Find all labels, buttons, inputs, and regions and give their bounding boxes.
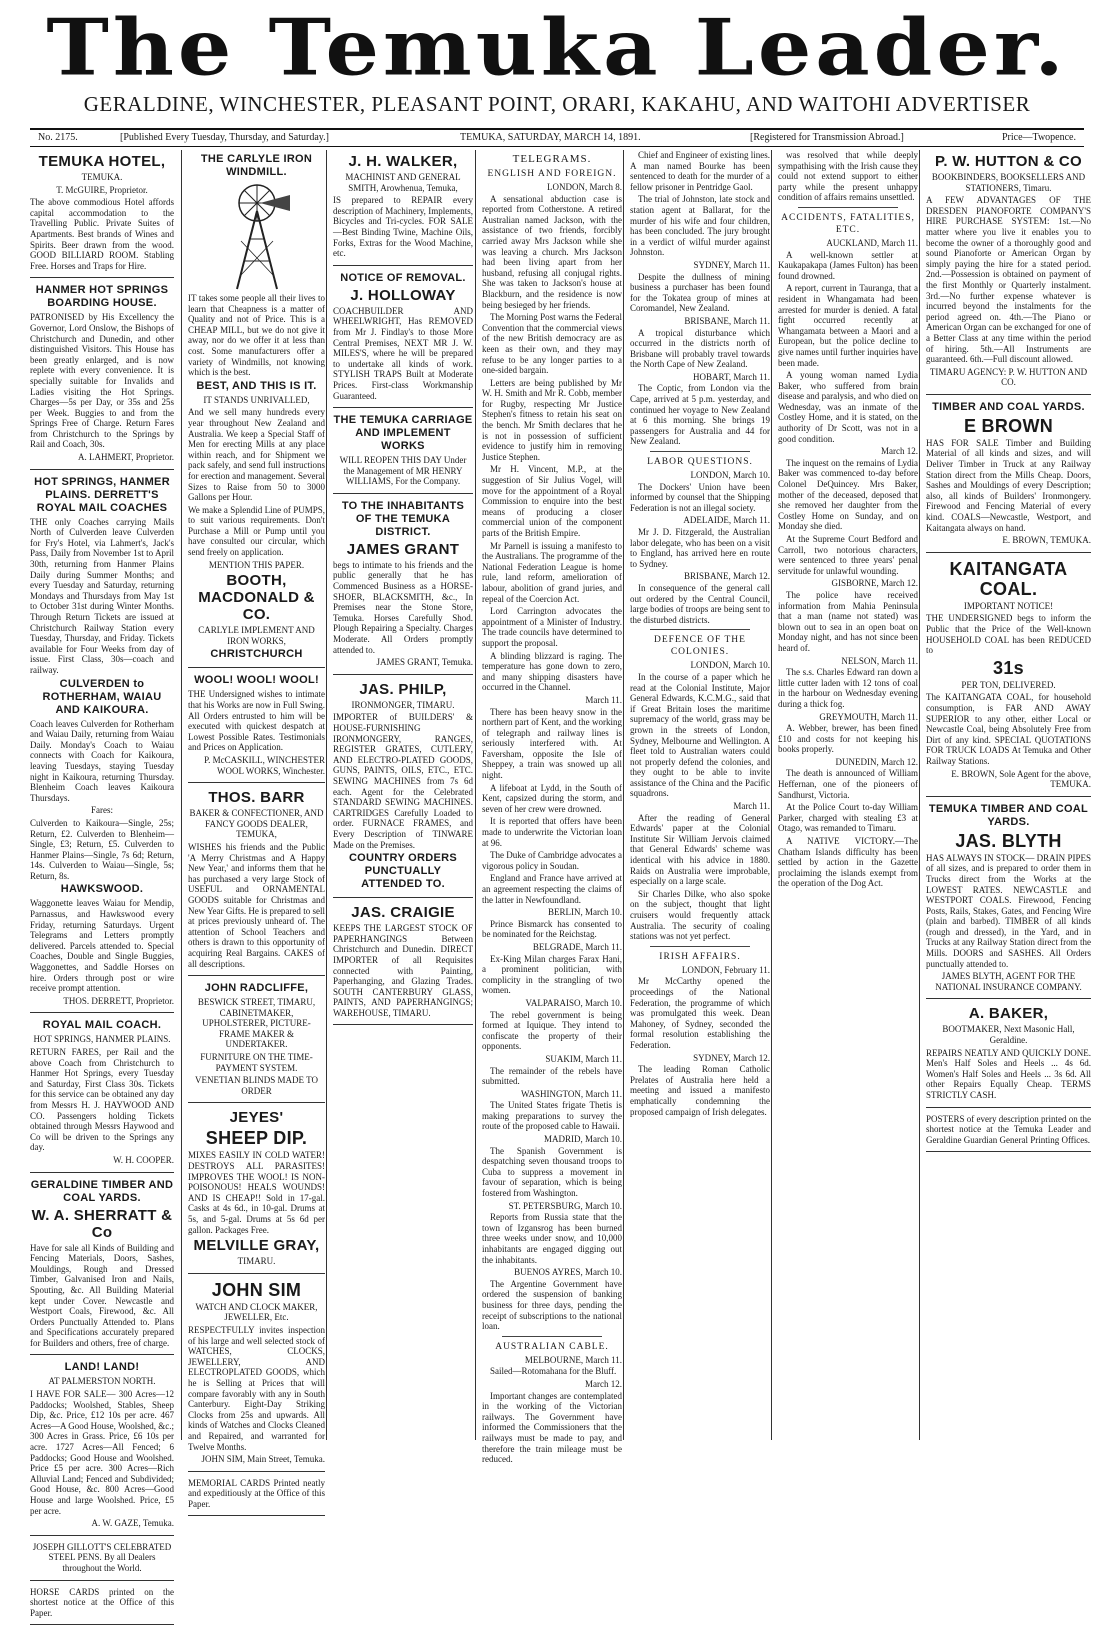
dateline: SYDNEY, March 11. xyxy=(693,259,770,270)
ad-title: A. BAKER, xyxy=(968,1005,1049,1023)
ad-body: BESWICK STREET, TIMARU, CABINETMAKER, UPHOLSTERER, PICTURE-FRAME MAKER & UNDERTAKER. xyxy=(197,997,316,1050)
ad-headline: JAMES GRANT xyxy=(346,540,460,558)
kaitangata-coal-ad xyxy=(926,556,1091,797)
news-paragraph: After the reading of General Edwards' paper at the Colonial Institute Sir William Jervois claimed that General Edwards' scheme was identical with his advice in 1880. Raids on Australia were improbable, especially on a large scale. xyxy=(630,812,770,887)
news-paragraph: The Duke of Cambridge advocates a vigorous policy in Soudan. xyxy=(482,850,622,871)
ad-body: JOSEPH GILLOTT'S CELEBRATED STEEL PENS. By all Dealers throughout the World. xyxy=(32,1541,172,1573)
section-subheading: DEFENCE OF THE COLONIES. xyxy=(654,635,746,658)
dateline: BRISBANE, March 12. xyxy=(684,571,770,582)
news-paragraph: It is reported that offers have been made to underwrite the Victorian loan at 96. xyxy=(482,816,622,848)
dateline: DUNEDIN, March 12. xyxy=(835,756,918,767)
ad-subtitle: CARLYLE IMPLEMENT AND IRON WORKS, xyxy=(198,625,315,646)
news-paragraph: A blinding blizzard is raging. The temperature has gone down to zero, and many shipping disasters have occurred in the Channel. xyxy=(482,650,622,693)
ad-body: We make a Splendid Line of PUMPS, to suit various requirements. Don't Purchase a Mill or Pump until you have consulted our circular, which send freely on application. xyxy=(188,504,325,558)
a-baker-ad xyxy=(926,1002,1091,1107)
divider xyxy=(650,946,750,947)
ad-headline: JAS. BLYTH xyxy=(955,830,1062,851)
dateline: WASHINGTON, March 11. xyxy=(521,1088,622,1099)
ad-footer: COUNTRY ORDERS PUNCTUALLY ATTENDED TO. xyxy=(348,852,458,891)
publication-schedule: [Published Every Tuesday, Thursday, and Saturday.] xyxy=(120,132,329,143)
ad-body: HORSE CARDS printed on the shortest notice at the Office of this Paper. xyxy=(30,1586,174,1618)
wool-works-ad xyxy=(188,671,325,783)
news-paragraph: The Coptic, from London via the Cape, arrived at 5 p.m. yesterday, and continued her voyage to New Zealand at 6 this morning. She brings 19 passengers for Australia and 44 for New Zealand. xyxy=(630,383,770,447)
ad-body: A FEW ADVANTAGES OF THE DRESDEN PIANOFORTE COMPANY'S HIRE PURCHASE SYSTEM: 1st.—No matter where you live it enables you to become the owner of a thoroughly good and sound Pianoforte or American Organ by simply paying the hire for a stated period. 2nd.—Possession is obtained on payment of the first Monthly or Quarterly instalment. 3rd.—No further expense whatever is incurred beyond the instalments for the period agreed on. 4th.—The Piano or American Organ can be exchanged for one of a Better Class at any time within the period of hiring. 5th.—All Instruments are guaranteed. 6th.—Full discount allowed. xyxy=(926,195,1091,365)
ad-subtitle: Fares: xyxy=(91,805,113,816)
royal-mail-coach-ad xyxy=(30,1016,174,1172)
section-subheading: AUSTRALIAN CABLE. xyxy=(495,1341,609,1352)
ad-title: TO THE INHABITANTS OF THE TEMUKA DISTRICT. xyxy=(341,499,465,538)
ad-note: MENTION THIS PAPER. xyxy=(208,559,305,570)
news-paragraph: The leading Roman Catholic Prelates of Australia here held a meeting and issued a manifesto emphatically condemning the proposed campaign of Irish delegates. xyxy=(630,1064,770,1117)
ad-body: THE Undersigned wishes to intimate that his Works are now in Full Swing. All Orders entrusted to him will be executed with quickest despatch at Lowest Possible Rates. Testimonials and Prices on Application. xyxy=(188,689,325,753)
dateline: SYDNEY, March 12. xyxy=(693,1052,770,1063)
dateline: March 12. xyxy=(881,446,918,457)
ad-title: JOHN RADCLIFFE, xyxy=(204,982,309,995)
sherratt-timber-ad xyxy=(30,1176,174,1356)
dateline: LONDON, March 10. xyxy=(690,660,770,671)
news-paragraph: The United States frigate Thetis is making preparations to survey the route of the proposed cable to Hawaii. xyxy=(482,1100,622,1132)
ad-body: KEEPS THE LARGEST STOCK OF PAPERHANGINGS Between Christchurch and Dunedin. DIRECT IMPORTER of all Requisites connected with Painting, Paperhanging, and Glazing Trades. SOUTH CANTERBURY GLASS, PAINTS, AND PAPERHANGINGS; WAREHOUSE, TIMARU. xyxy=(333,923,473,1018)
news-paragraph: Sailed—Rotomahana for the Bluff. xyxy=(490,1366,617,1377)
ad-headline: J. HOLLOWAY xyxy=(350,286,456,304)
news-paragraph: At the Supreme Court Bedford and Carroll, two notorious characters, were sentenced to three years' penal servitude for unlawful wounding. xyxy=(778,534,918,576)
issue-date: TEMUKA, SATURDAY, MARCH 14, 1891. xyxy=(460,132,641,143)
news-paragraph: The Argentine Government have ordered the suspension of banking business for three days, pending the receipt of subscriptions to the national loan. xyxy=(482,1278,622,1332)
ad-body: Coach leaves Culverden for Rotherham and Waiau Daily, returning from Waiau Daily. Monday's Coach to Waiau connects with Coach for Kaikoura, leaving Tuesdays, staying Tuesday night in Kaikoura, returning Thursday. Blenheim Coach leaves Kaikoura Thursdays. xyxy=(30,718,174,803)
news-paragraph: A lifeboat at Lydd, in the South of Kent, capsized during the storm, and seven of her crew were drowned. xyxy=(482,782,622,814)
news-paragraph: The s.s. Charles Edward ran down a little cutter laden with 12 tons of coal in the harbour on Wednesday evening during a thick fog. xyxy=(778,667,918,709)
news-paragraph: A report, current in Tauranga, that a resident in Whangamata had been arrested for murder is denied. A fatal fight occurred recently at Whangamata between a Maori and a European, but the police decline to give names until further inquiries have been made. xyxy=(778,283,918,368)
ad-subtitle: HOT SPRINGS, HANMER PLAINS. xyxy=(33,1034,171,1045)
news-paragraph: In consequence of the general call out ordered by the Central Council, large bodies of troops are being sent to the disturbed districts. xyxy=(630,582,770,625)
ad-body: RETURN FARES, per Rail and the above Coach from Christchurch to Hanmer Hot Springs, every Tuesday and Saturday, First Class 30s. Tickets for this service can be obtained any day from Messrs H. J. HAYWOOD AND CO. Passengers holding Tickets obtained through Messrs Haywood and Co will be driven to the Springs any day. xyxy=(30,1047,174,1153)
ad-body: WISHES his friends and the Public 'A Merry Christmas and A Happy New Year,' and informs them that he has purchased a very large Stock of USEFUL and ORNAMENTAL GOODS suitable for Christmas and New Year Gifts. He is prepared to sell at prices previously unheard of. The attention of School Teachers and others is drawn to this opportunity of acquiring Real Bargains. CAKES of all descriptions. xyxy=(188,841,325,969)
ad-signature: E. BROWN, TEMUKA. xyxy=(1002,535,1091,546)
dateline: March 12. xyxy=(585,1378,622,1389)
ad-title: JEYES' xyxy=(229,1109,284,1127)
ad-title: LAND! LAND! xyxy=(64,1361,140,1374)
ad-place: TIMARU. xyxy=(237,1256,276,1267)
news-paragraph: Letters are being published by Mr W. H. Smith and Mr R. Cobb, member for Rugby, respecting Mr Justice Stephen's fitness to retain his seat on the bench. Mr Smith declares that he is not in possession of sufficient evidence to justify him in removing Justice Stephen. xyxy=(482,377,622,462)
dateline: LONDON, March 10. xyxy=(690,470,770,481)
ad-title: JAS. PHILP, xyxy=(359,680,447,698)
ad-title: JOHN SIM xyxy=(211,1279,302,1300)
ad-subtitle: BAKER & CONFECTIONER, AND FANCY GOODS DEALER, TEMUKA, xyxy=(189,808,324,840)
ad-subtitle: CULVERDEN to ROTHERHAM, WAIAU AND KAIKOURA. xyxy=(42,677,162,716)
ad-body: RESPECTFULLY invites inspection of his large and well selected stock of WATCHES, CLOCKS, JEWELLERY, AND ELECTROPLATED GOODS, which he is Selling at Prices that will compare favorably with any in South Canterbury. Eight-Day Striking Clocks from 25s and upwards. All kinds of Watches and Clocks Cleaned and Repaired, and warranted for Twelve Months. xyxy=(188,1324,325,1452)
ad-price: 31s xyxy=(993,657,1024,678)
john-sim-ad xyxy=(188,1277,325,1472)
ad-subtitle: SHEEP DIP. xyxy=(205,1128,308,1149)
ad-body: COACHBUILDER AND WHEELWRIGHT, Has REMOVED from Mr J. Findlay's to those More Central Premises, NEXT MR J. W. MILES'S, where he will be prepared to undertake all kinds of work. STYLISH TRAPS Built at Moderate Prices. First-class Workmanship Guaranteed. xyxy=(333,305,473,401)
column-1 xyxy=(30,150,180,1618)
column-6-news xyxy=(771,150,924,1440)
dateline: GREYMOUTH, March 11. xyxy=(819,711,918,722)
ad-title: KAITANGATA COAL. xyxy=(949,558,1068,599)
news-paragraph: Ex-King Milan charges Farax Hani, a prominent politician, with complicity in the strangling of two women. xyxy=(482,953,622,996)
ad-body: Waggonette leaves Waiau for Mendip, Parnassus, and Hawkswood every Friday, returning Saturdays. Urgent Telegrams and Letters promptly delivered. Parcels attended to. Special Coaches, Double and Single Buggies, Waggonettes, and Saddle Horses on hire. Orders through post or wire receive prompt attention. xyxy=(30,898,174,994)
news-paragraph: Prince Bismarck has consented to be nominated for the Reichstag. xyxy=(482,918,622,940)
news-paragraph: The Dockers' Union have been informed by counsel that the Shipping Federation is not an illegal society. xyxy=(630,481,770,513)
column-4-telegrams xyxy=(475,150,628,1465)
ad-subtitle: IRONMONGER, TIMARU. xyxy=(351,699,455,710)
news-paragraph: was resolved that while deeply sympathising with the Irish cause they could not extend support to either party while the present unhappy condition of affairs remains unsettled. xyxy=(778,150,918,203)
news-paragraph: Reports from Russia state that the town of Izgansrog has been burned three weeks under snow, and 10,000 inhabitants are engaged digging out the inhabitants. xyxy=(482,1212,622,1265)
masthead-title: The Temuka Leader. xyxy=(46,2,1068,94)
section-subheading: ENGLISH AND FOREIGN. xyxy=(487,169,617,179)
ad-signature: JOHN SIM, Main Street, Temuka. xyxy=(201,1454,325,1465)
column-3 xyxy=(326,150,479,1440)
news-paragraph: A tropical disturbance which occurred in the districts north of Brisbane will probably travel towards the North Cape of New Zealand. xyxy=(630,327,770,370)
ad-agent: MELVILLE GRAY, xyxy=(193,1237,320,1255)
derrett-coaches-ad xyxy=(30,473,174,1014)
ad-body: REPAIRS NEATLY AND QUICKLY DONE. Men's Half Soles and Heels ... 4s 6d. Women's Half Soles and Heels ... 3s 6d. All other Repairs Equally Cheap. TERMS STRICTLY CASH. xyxy=(926,1047,1091,1100)
memorial-cards-ad xyxy=(188,1475,325,1517)
dateline: VALPARAISO, March 10. xyxy=(525,997,622,1008)
news-paragraph: The Spanish Government is despatching seven thousand troops to Cuba to suppress a movement in favour of separation, which is being fostered from Washington. xyxy=(482,1145,622,1199)
ad-title: WOOL! WOOL! WOOL! xyxy=(194,674,319,687)
ad-title: JAS. CRAIGIE xyxy=(351,904,455,922)
horse-cards-ad xyxy=(30,1584,174,1625)
ad-title: THE CARLYLE IRON WINDMILL. xyxy=(200,153,313,178)
divider xyxy=(798,207,898,208)
dateline: HOBART, March 11. xyxy=(693,371,770,382)
land-sale-ad xyxy=(30,1358,174,1535)
dateline: BRISBANE, March 11. xyxy=(684,315,770,326)
ad-body: The KAITANGATA COAL, for household consumption, is FAR AND AWAY SUPERIOR to any other, either Local or Newcastle Coal, being Absolutely Free from Dirt of any kind. SPECIAL QUOTATIONS FOR TRUCK LOADS At Temuka and Other Railway Stations. xyxy=(926,692,1091,766)
news-paragraph: Mr McCarthy opened the proceedings of the National Federation, the programme of which was promulgated this week. Dean Mahoney, of Sydney, seconded the formal resolution establishing the Federation. xyxy=(630,976,770,1050)
section-heading: TELEGRAMS. xyxy=(512,153,592,165)
ad-body: WILL REOPEN THIS DAY Under the Management of MR HENRY WILLIAMS, For the Company. xyxy=(339,455,467,487)
news-paragraph: The trial of Johnston, late stock and station agent at Ballarat, for the murder of his wife and four children, has been concluded. The jury brought in a verdict of wilful murder against Johnston. xyxy=(630,194,770,258)
ad-body: IMPORTER of BUILDERS' & HOUSE-FURNISHING IRONMONGERY, RANGES, REGISTER GRATES, CUTLERY, AND ELECTRO-PLATED GOODS, GUNS, PAINTS, OILS, ETC., ETC. SEWING MACHINES from 7s 6d each. Agent for the Celebrated STANDARD SEWING MACHINES. CARTRIDGES Carefully Loaded to order. FURNACE FRAMES, and Every Description of TINWARE Made on the Premises. xyxy=(333,712,473,850)
ad-body: IT takes some people all their lives to learn that Cheapness is a matter of Quality and not of Price. This is a CHEAP MILL, but we do not give it away, nor do we offer it at less than cost. Some manufacturers offer a variety of Windmills, not knowing which is the best. xyxy=(188,293,325,378)
dateline: March 11. xyxy=(733,801,770,812)
dateline: BERLIN, March 10. xyxy=(548,907,622,918)
news-paragraph: The inquest on the remains of Lydia Baker was commenced to-day before Colonel DeQuincey. Mrs Baker, mother of the deceased, deposed that she removed her daughter from the Costley Home on Sunday, and on Monday she died. xyxy=(778,457,918,532)
carriage-works-ad xyxy=(333,411,473,494)
jas-philp-ad xyxy=(333,678,473,898)
dateline: BUENOS AYRES, March 10. xyxy=(514,1267,622,1278)
ad-subtitle: AT PALMERSTON NORTH. xyxy=(48,1376,156,1387)
news-paragraph: Important changes are contemplated in the working of the Victorian railways. The Government have informed the Commissioners that the railways must be made to pay, and therefore the train mileage must be reduced. xyxy=(482,1390,622,1465)
ad-company: BOOTH, MACDONALD & CO. xyxy=(198,572,315,624)
dateline: March 11. xyxy=(585,694,622,705)
hutton-ad xyxy=(926,150,1091,395)
gillott-pens-ad xyxy=(30,1539,174,1581)
news-paragraph: Sir Charles Dilke, who also spoke on the subject, thought that light cruisers would frequently attack Australia. The security of coaling stations was not yet perfect. xyxy=(630,888,770,942)
news-paragraph: There has been heavy snow in the northern part of Kent, and the working of telegraph and railway lines is seriously interfered with. At Faversham, opposite the Isle of Sheppey, a train was snowed up all night. xyxy=(482,706,622,781)
news-paragraph: The death is announced of William Heffernan, one of the pioneers of Sandhurst, Victoria. xyxy=(778,768,918,800)
masthead-subtitle: GERALDINE, WINCHESTER, PLEASANT POINT, ORARI, KAKAHU, AND WAITOHI ADVERTISER xyxy=(83,92,1031,116)
ad-headline: BEST, AND THIS IS IT. xyxy=(196,379,317,392)
jas-craigie-ad xyxy=(333,901,473,1025)
ad-signature: P. McCASKILL, WINCHESTER WOOL WORKS, Winchester. xyxy=(204,755,325,776)
holloway-removal-ad xyxy=(333,269,473,408)
ad-subtitle: HAWKSWOOD. xyxy=(60,883,144,896)
ad-title: TIMBER AND COAL YARDS. xyxy=(932,400,1085,413)
ad-body: Culverden to Kaikoura—Single, 25s; Return, £2. Culverden to Blenheim—Single, £3; Return, £5. Culverden to Hanmer Plains—Single, 7s 6d; Return, 14s. Culverden to Waiau—Single, 5s; Return, 8s. xyxy=(30,817,174,881)
ad-body: MEMORIAL CARDS Printed neatly and expeditiously at the Office of this Paper. xyxy=(188,1477,325,1509)
ad-title: HANMER HOT SPRINGS BOARDING HOUSE. xyxy=(35,284,169,310)
dateline: NELSON, March 11. xyxy=(841,655,918,666)
masthead xyxy=(0,0,1114,126)
ad-place: CHRISTCHURCH xyxy=(210,648,303,661)
dateline: SUAKIM, March 11. xyxy=(545,1053,622,1064)
dateline: GISBORNE, March 12. xyxy=(831,578,918,589)
ad-body: VENETIAN BLINDS MADE TO ORDER xyxy=(195,1075,318,1096)
ad-price-unit: PER TON, DELIVERED. xyxy=(961,679,1056,690)
e-brown-timber-ad xyxy=(926,398,1091,553)
ad-title: P. W. HUTTON & CO xyxy=(934,153,1083,170)
windmill-illustration xyxy=(222,181,292,291)
ad-signature: E. BROWN, Sole Agent for the above, TEMUKA. xyxy=(951,768,1091,790)
dateline: MADRID, March 10. xyxy=(544,1134,622,1145)
ad-signature: THOS. DERRETT, Proprietor. xyxy=(63,995,174,1006)
ad-body: Have for sale all Kinds of Building and Fencing Materials, Doors, Sashes, Mouldings, Rough and Dressed Timber, Galvanised Iron and Nails, Spouting, &c. All Building Material kept under Cover. Newcastle and Westport Coals, Firewood, &c. All Orders Punctually Attended to. Plans and Specifications accurately prepared for Builders and others, free of charge. xyxy=(30,1242,174,1348)
ad-agent: TIMARU AGENCY: P. W. HUTTON AND CO. xyxy=(929,366,1088,388)
divider xyxy=(650,629,750,630)
jas-blyth-ad xyxy=(926,800,1091,1000)
ad-proprietor: T. McGUIRE, Proprietor. xyxy=(56,184,148,195)
ad-title: THE TEMUKA CARRIAGE AND IMPLEMENT WORKS xyxy=(333,414,473,453)
issue-number: No. 2175. xyxy=(38,132,78,143)
news-paragraph: The Morning Post warns the Federal Convention that the commercial views of the new British democracy are as keen as their own, and they may refuse to be any longer parties to a one-sided bargain. xyxy=(482,312,622,376)
news-paragraph: England and France have arrived at an agreement respecting the claims of the latter in Newfoundland. xyxy=(482,873,622,905)
column-7 xyxy=(919,150,1091,1440)
ad-body: PATRONISED by His Excellency the Governor, Lord Onslow, the Bishops of Christchurch and Dunedin, and other distinguished Visitors. This House has been greatly enlarged, and is now replete with every convenience. It is specially suitable for Invalids and Ladies visiting the Hot Springs. Charges—5s per Day, or 35s and 25s per Week. Buggies to and from the Springs Free of Charge. Return Fares from Christchurch to the Springs by Rail and Coach, 30s. xyxy=(30,312,174,450)
ad-title: GERALDINE TIMBER AND COAL YARDS. xyxy=(30,1178,174,1204)
news-paragraph: A NATIVE VICTORY.—The Chatham Islands difficulty has been settled by action in the Gazette proclaiming the islands exempt from the operation of the Dog Act. xyxy=(778,836,918,889)
section-subheading: LABOR QUESTIONS. xyxy=(647,457,753,468)
ad-body: begs to intimate to his friends and the public generally that he has Commenced Business as a HORSE-SHOER, BLACKSMITH, &c., In Premises near the Stone Store, Temuka. Horses Carefully Shod. Plough Repairing a Specialty. Charges Moderate. All Orders promptly attended to. xyxy=(333,559,473,655)
news-paragraph: Chief and Engineer of existing lines. A man named Bourke has been sentenced to death for the murder of a fellow prisoner in Pentridge Gaol. xyxy=(630,150,770,192)
radcliffe-ad xyxy=(188,979,325,1103)
ad-subheadline: IT STANDS UNRIVALLED, xyxy=(203,394,310,405)
ad-body: POSTERS of every description printed on the shortest notice at the Temuka Leader and Geraldine Guardian General Printing Offices. xyxy=(926,1113,1091,1145)
dateline: LONDON, February 11. xyxy=(681,964,770,975)
ad-title: HOT SPRINGS, HANMER PLAINS. DERRETT'S ROYAL MAIL COACHES xyxy=(34,475,170,514)
news-paragraph: The remainder of the rebels have submitted. xyxy=(482,1065,622,1087)
news-paragraph: Mr J. D. Fitzgerald, the Australian labor delegate, who has been on a visit to England, has arrived here en route to Sydney. xyxy=(630,527,770,569)
ad-headline: E BROWN xyxy=(963,415,1054,436)
dateline: ST. PETERSBURG, March 10. xyxy=(508,1200,622,1211)
ad-headline: W. A. SHERRATT & Co xyxy=(31,1206,173,1241)
james-grant-ad xyxy=(333,497,473,675)
jeyes-sheep-dip-ad xyxy=(188,1106,325,1273)
ad-body: MIXES EASILY IN COLD WATER! DESTROYS ALL PARASITES! IMPROVES THE WOOL! IS NON-POISONOUS! HEALS WOUNDS! AND IS CHEAP!! Sold in 17-gal. Casks at 4s 6d., in 10-gal. Drums at 5s, and 5-gal. Drums at 5s 6d per gallon. Packages Free. xyxy=(188,1150,325,1235)
news-paragraph: A sensational abduction case is reported from Cotherstone. A retired Australian named Jackson, with the assistance of two friends, forcibly carried away Mrs Jackson while she was leaving a church. Mrs Jackson had been living apart from her husband, refusing all conjugal rights. She was taken to Jackson's house at Blackburn, and the residence is now being besieged by her friends. xyxy=(482,193,622,310)
ad-notice: IMPORTANT NOTICE! xyxy=(963,600,1054,611)
news-paragraph: In the course of a paper which he read at the Colonial Institute, Major General Edwards, K.C.M.G., said that if Great Britain loses the maritime supremacy of the world, grass may be grown in the streets of London, Sydney, Melbourne and Wellington. A fleet told to Australian waters could not properly defend the colonies, and they ought to be able to invite assistance of the China and the Pacific squadrons. xyxy=(630,671,770,799)
price: Price—Twopence. xyxy=(1002,132,1076,143)
ad-title: J. H. WALKER, xyxy=(348,153,458,170)
news-paragraph: A well-known settler at Kaukapakapa (James Fulton) has been found drowned. xyxy=(778,249,918,281)
dateline: MELBOURNE, March 11. xyxy=(524,1354,622,1365)
dateline: LONDON, March 8. xyxy=(547,182,622,192)
ad-subtitle: BOOKBINDERS, BOOKSELLERS AND STATIONERS, Timaru. xyxy=(931,172,1086,193)
ad-signature: A. W. GAZE, Temuka. xyxy=(91,1518,174,1529)
divider xyxy=(650,451,750,452)
carlyle-windmill-ad xyxy=(188,150,325,668)
ad-title: NOTICE OF REMOVAL. xyxy=(340,271,466,284)
posters-ad xyxy=(926,1111,1091,1153)
news-paragraph: Mr Parnell is issuing a manifesto to the Australians. The programme of the National Federation League is home rule, land reform, amelioration of labour, abolition of grand juries, and repeal of the Coercion Act. xyxy=(482,540,622,604)
ad-body: IS prepared to REPAIR every description of Machinery, Implements, Bicycles and Tri-cycles. FOR SALE—Best Binding Twine, Machine Oils, Forks, Extras for the Wood Machine, etc. xyxy=(333,195,473,259)
section-subheading: ACCIDENTS, FATALITIES, ETC. xyxy=(781,212,915,235)
news-paragraph: Mr H. Vincent, M.P., at the suggestion of Sir Julius Vogel, will move for the appointment of a Royal Commission to enquire into the best means of producing a closer commercial union of the component parts of the British Empire. xyxy=(482,464,622,538)
news-paragraph: Lord Carrington advocates the appointment of a Minister of Industry. The trade councils have determined to support the proposal. xyxy=(482,606,622,648)
ad-title: THOS. BARR xyxy=(208,789,305,807)
hanmer-boarding-ad xyxy=(30,281,174,469)
column-5-news xyxy=(623,150,776,1440)
registration-note: [Registered for Transmission Abroad.] xyxy=(750,132,904,143)
section-subheading: IRISH AFFAIRS. xyxy=(659,951,741,962)
news-paragraph: The police have received information from Mahia Peninsula that a man (name not stated) was blown out to sea in an open boat on Monday night, and has not since been heard of. xyxy=(778,589,918,653)
ad-signature: W. H. COOPER. xyxy=(113,1154,174,1165)
news-paragraph: Despite the dullness of mining business a purchaser has been found for the Tokatea group of mines at Coromandel, New Zealand. xyxy=(630,271,770,314)
ad-body: I HAVE FOR SALE— 300 Acres—12 Paddocks; Woolshed, Stables, Sheep Dip, &c. Price, £12 10s per acre. 467 Acres—A Good House, Woolshed, &c.; 300 Acres in Grass. Price, £6 10s per acre. 1727 Acres—All Fenced; 6 Paddocks; Good House and Woolshed. Price £5 per acre. 300 Acres—Rich Alluvial Land; Fenced and Subdivided; Good House, &c. 800 Acres—Good House and large Woolshed. Price, £5 per acre. xyxy=(30,1389,174,1516)
ad-signature: A. LAHMERT, Proprietor. xyxy=(77,452,174,463)
ad-body: And we sell many hundreds every year throughout New Zealand and Australia. We keep a Special Staff of Men for erecting Mills at any place within reach, and for Shipment we pack safely, and send full instructions for erection and management. Several Sizes to Raise from 50 to 3000 Gallons per Hour. xyxy=(188,407,325,503)
news-paragraph: At the Police Court to-day William Parker, charged with stealing £3 at Otago, was remanded to Timaru. xyxy=(778,802,918,834)
walker-ad xyxy=(333,150,473,266)
ad-body: The above commodious Hotel affords capital accommodation to the Travelling Public. Private Suites of Apartments. Best brands of Wines and Spirits. Beer drawn from the wood. GOOD BILLIARD ROOM. Stabling Free. Horses and Traps for Hire. xyxy=(30,197,174,271)
dateline: BELGRADE, March 11. xyxy=(532,941,622,952)
ad-subtitle: MACHINIST AND GENERAL SMITH, Arowhenua, Temuka, xyxy=(345,172,461,193)
divider xyxy=(502,1336,602,1337)
ad-place: TEMUKA. xyxy=(81,172,123,182)
ad-subtitle: BOOTMAKER, Next Masonic Hall, Geraldine. xyxy=(942,1024,1075,1046)
dateline-bar xyxy=(30,128,1084,147)
ad-body: THE UNDERSIGNED begs to inform the Public that the Price of the Well-known HOUSEHOLD COAL has been REDUCED to xyxy=(926,613,1091,656)
ad-body: HAS FOR SALE Timber and Building Material of all kinds and sizes, and will Deliver Timber in Truck at any Railway Station direct from the Mills Cheap. Doors, Sashes and Mouldings of every Description; also, all kinds of Builders' Ironmongery. Firewood and Fencing Material of every kind. COALS—Newcastle, Westport, and Kaitangata always on hand. xyxy=(926,437,1091,533)
news-paragraph: A young woman named Lydia Baker, who suffered from brain disease and paralysis, and who died on Wednesday, was an inmate of the Costley Home, and it is stated, on the authority of Dr Scott, was not in a good condition. xyxy=(778,370,918,444)
ad-title: TEMUKA HOTEL, xyxy=(38,153,166,170)
ad-body: THE only Coaches carrying Mails North of Culverden leave Culverden for Fry's Hotel, via Lahmert's, Jack's Pass, Daily from November 1st to April 30th, returning from Hanmer Plains Daily during Summer Months; and every Tuesday and Saturday, returning Mondays and Thursdays from May 1st to October 31st during Winter Months. Through Return Tickets are issued at Christchurch Railway Station every Tuesday, Thursday, and Friday. Tickets available for Four Weeks from day of issue. First Class, 30s—coach and railway. xyxy=(30,516,174,675)
ad-body: FURNITURE ON THE TIME-PAYMENT SYSTEM. xyxy=(200,1052,313,1073)
dateline: ADELAIDE, March 11. xyxy=(683,515,770,526)
ad-signature: JAMES GRANT, Temuka. xyxy=(376,657,473,668)
news-paragraph: A. Webber, brewer, has been fined £10 and costs for not keeping his books properly. xyxy=(778,723,918,755)
ad-signature: JAMES BLYTH, AGENT FOR THE NATIONAL INSURANCE COMPANY. xyxy=(935,971,1082,992)
temuka-hotel-ad xyxy=(30,150,174,278)
ad-subtitle: WATCH AND CLOCK MAKER, JEWELLER, Etc. xyxy=(195,1301,318,1323)
column-2 xyxy=(181,150,331,1509)
ad-body: HAS ALWAYS IN STOCK— DRAIN PIPES of all sizes, and is prepared to order them in Trucks direct from the Works at the LOWEST RATES. NEWCASTLE and WESTPORT COALS. Firewood, Fencing Posts, Rails, Stakes, Gates, and Fencing Wire (plain and barbed). TIMBER of all kinds (rough and dressed), in the Yard, and in Trucks at any Railway Station direct from the Mills. DOORS and SASHES. All Orders punctually attended to. xyxy=(926,852,1091,969)
news-paragraph: The rebel government is being formed at Iquique. They intend to confiscate the property of their opponents. xyxy=(482,1009,622,1052)
ad-title: TEMUKA TIMBER AND COAL YARDS. xyxy=(928,802,1089,828)
dateline: AUCKLAND, March 11. xyxy=(826,237,918,248)
thos-barr-ad xyxy=(188,786,325,976)
ad-title: ROYAL MAIL COACH. xyxy=(42,1019,162,1032)
